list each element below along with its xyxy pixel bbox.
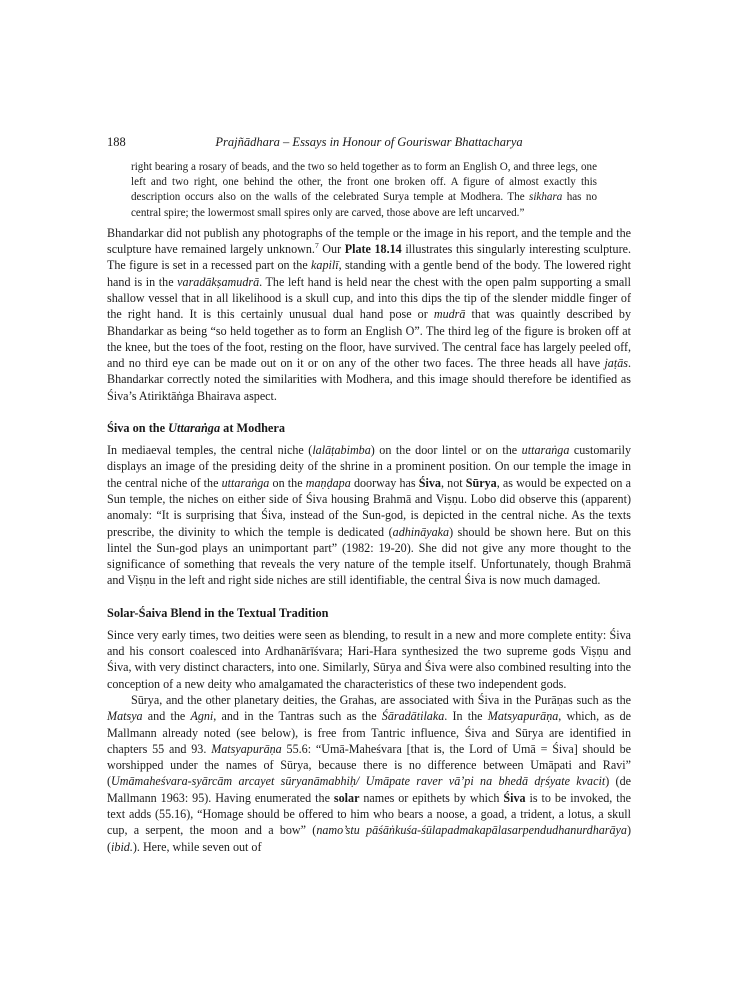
text-run: . The left hand is held near the chest with the open palm supporting a small shallow vessel that in all likelihood is a skull cup, and into this dips the tip of the slender middle finger of the right hand. It is this certainly unusual dual hand pose or	[107, 274, 631, 322]
term: maṇḍapa	[305, 475, 351, 490]
text-run: ) (	[107, 823, 631, 854]
term: varadākṣamudrā	[177, 274, 260, 289]
term: jaṭās	[604, 356, 628, 371]
plate-ref: Plate 18.14	[344, 242, 402, 257]
text-run: is to be invoked, the text adds (55.16), “Homage should be offered to him who bears a noose, a goad, a trident, a lotus, a skull cup, a serpent, the moon and a bow” (	[107, 790, 631, 838]
text-run: , not	[440, 475, 466, 490]
bold-term: Śiva	[418, 475, 441, 490]
text-run: doorway has	[350, 475, 419, 490]
term: Matsyapurāṇa	[211, 741, 282, 756]
block-quote	[131, 160, 597, 221]
text-run: , and in the Tantras such as the	[213, 709, 382, 724]
section-heading-uttaranga	[107, 420, 631, 436]
term: mudrā	[433, 307, 466, 322]
text-run: , standing with a gentle bend of the body. The lowered right hand is in the	[107, 258, 631, 289]
page-number: 188	[107, 135, 126, 149]
bold-term: solar	[333, 790, 360, 805]
text-run: customarily displays an image of the presiding deity of the shrine in a prominent position. On our temple the image in the central niche of the	[107, 443, 631, 490]
text-run: , which, as de Mallmann already noted (see below), is free from Tantric influence, Śiva and Sūrya are identified in chapters 55 and 93.	[107, 709, 631, 756]
body-text	[107, 160, 631, 855]
bold-term: Sūrya	[465, 475, 497, 490]
quote-text: right bearing a rosary of beads, and the two so held together as to form an English O, and three legs, one left and two right, one behind the other, the front one broken off. A figure of almost exactly this description occurs also on the walls of the celebrated Surya temple at Modhera. The	[131, 161, 597, 204]
quote-text: has no central spire; the lowermost small spires only are carved, those above are left uncarved.”	[131, 191, 597, 219]
text-run: ) should be shown here. But on this lintel the Sun-god plays an unimportant part” (1982: 19-20). She did not give any more thought to the significance of something that reveals the very nature of the temple itself. Unfortunately, though Brahmā and Viṣṇu in the left and right side niches are still identifiable, the central Śiva is now much damaged.	[107, 524, 631, 588]
paragraph-uttaranga	[107, 442, 631, 589]
text-run: Bhandarkar did not publish any photographs of the temple or the image in his report, and the temple and the sculpture have remained largely unknown.	[107, 225, 631, 257]
heading-term: Uttaraṅga	[168, 421, 221, 436]
paragraph-blend: Since very early times, two deities were seen as blending, to result in a new and more complete entity: Śiva and his consort coalesced into Ardhanārīśvara; Hari-Hara synthesized the two supreme gods Viṣṇu and Śiva, with very distinct characters, into one. Similarly, Sūrya and Śiva were also combined resulting into the conception of a new deity who amalgamated the characteristics of these two independent gods.	[107, 627, 631, 691]
text-run: illustrates this singularly interesting sculpture. The figure is set in a recessed part on the	[107, 242, 631, 273]
text-run: . Bhandarkar correctly noted the similarities with Modhera, and this image should therefore be identified as Śiva’s Atiriktāṅga Bhairava aspect.	[107, 356, 631, 403]
sanskrit-verse: namo’stu pāśāṅkuśa-śūlapadmakapālasarpendudhanurdharāya	[316, 823, 627, 838]
term: Agni	[190, 709, 214, 724]
text-run: ) (de Mallmann 1963: 95). Having enumerated the	[107, 774, 631, 805]
text-run: that was quaintly described by Bhandarkar as being “so held together as to form an English O”. The third leg of the figure is broken off at the knee, but the toes of the foot, resting on the floor, have survived. The central face has largely peeled off, and no third eye can be made out on it or on any of the other two faces. The three heads all have	[107, 307, 631, 371]
running-title: Prajñādhara – Essays in Honour of Gouriswar Bhattacharya	[215, 135, 523, 149]
term: uttaraṅga	[521, 443, 570, 458]
term: Matsya	[107, 709, 143, 724]
footnote-ref[interactable]: 7	[314, 241, 319, 251]
text-run: and the	[142, 709, 191, 724]
text-run: , as would be expected on a Sun temple, the niches on either side of Śiva housing Brahmā and Viṣṇu. Lobo did observe this (apparent) anomaly: “It is surprising that Śiva, instead of the Sun-god, is depicted in the central niche. As the texts prescribe, the divinity to which the temple is dedicated (	[107, 475, 631, 539]
heading-run: at Modhera	[220, 421, 285, 436]
term: lalāṭabimba	[312, 443, 371, 458]
text-run: Sūrya, and the other planetary deities, the Grahas, are associated with Śiva in the Purāṇas such as the	[131, 692, 631, 707]
term: ibid.	[111, 839, 133, 854]
sanskrit-verse: Umāmaheśvara-syārcām arcayet sūryanāmabhiḥ/ Umāpate raver vā’pi na bhedā dṛśyate kvacit	[111, 774, 606, 789]
text-run: Our	[318, 242, 345, 257]
text-run: on the	[269, 475, 306, 490]
term-sikhara: sikhara	[529, 191, 563, 204]
term: uttaraṅga	[221, 475, 270, 490]
term: Matsyapurāṇa	[487, 709, 559, 724]
text-run: names or epithets by which	[359, 790, 504, 805]
text-run: 55.6: “Umā-Maheśvara [that is, the Lord of Umā = Śiva] should be worshipped under the names of Sūrya, because there is no difference between Umāpati and Ravi” (	[107, 741, 631, 789]
text-run: . In the	[444, 709, 488, 724]
term: kapilī	[311, 258, 339, 273]
paragraph-bhandarkar	[107, 225, 631, 404]
term: Śāradātilaka	[381, 709, 445, 724]
text-run: ) on the door lintel or on the	[370, 443, 522, 458]
bold-term: Śiva	[503, 790, 526, 805]
heading-run: Śiva on the	[107, 421, 169, 436]
text-run: ). Here, while seven out of	[132, 839, 262, 854]
text-run: In mediaeval temples, the central niche (	[107, 443, 313, 458]
section-heading-solar-saiva: Solar-Śaiva Blend in the Textual Tradition	[107, 605, 329, 620]
paragraph-surya-grahas	[107, 692, 631, 855]
term: adhināyaka	[392, 524, 450, 539]
running-header	[107, 134, 631, 150]
